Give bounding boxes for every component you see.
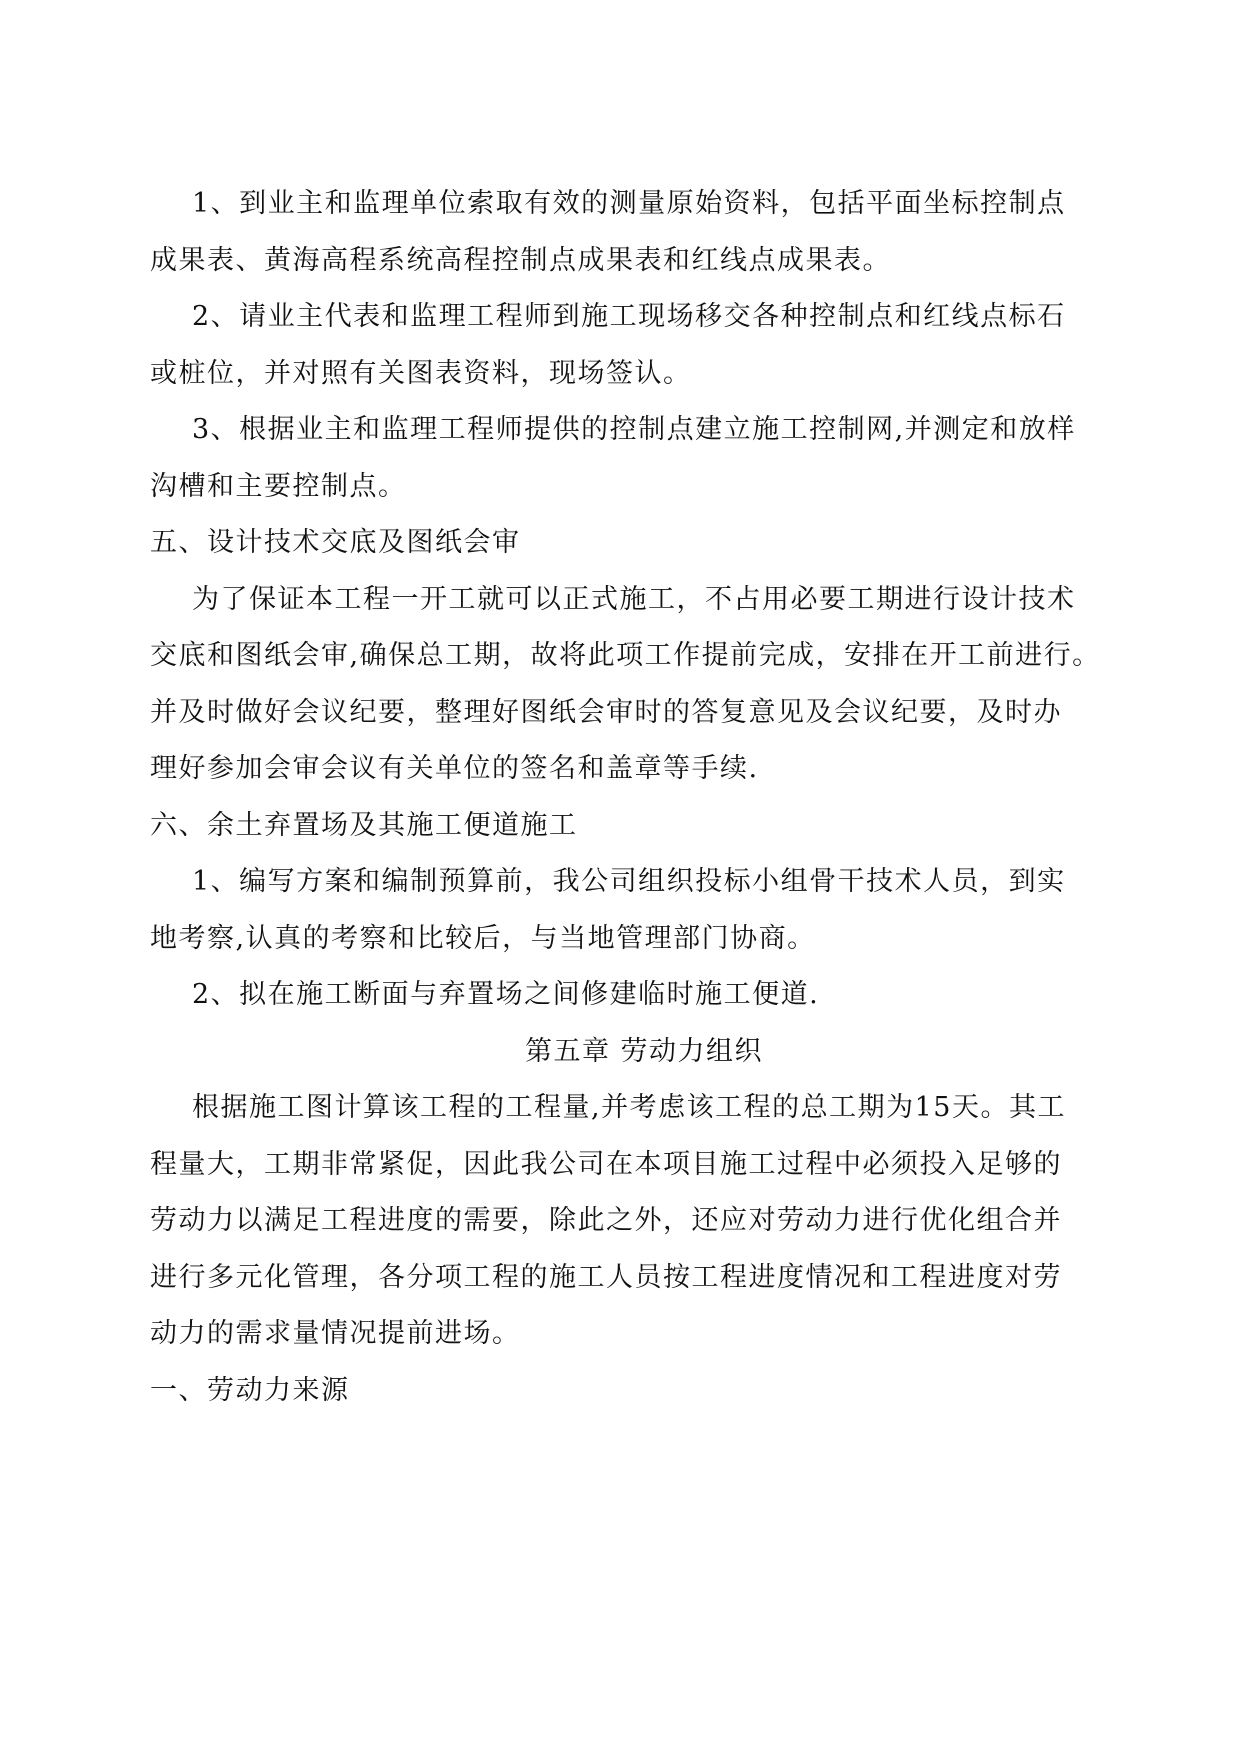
paragraph-line: 成果表、黄海高程系统高程控制点成果表和红线点成果表。 — [150, 244, 891, 276]
paragraph-line: 劳动力以满足工程进度的需要，除此之外，还应对劳动力进行优化组合并 — [150, 1205, 1062, 1236]
chapter-title: 第五章 劳动力组织 — [524, 1035, 764, 1067]
paragraph-line: 动力的需求量情况提前进场。 — [150, 1318, 521, 1349]
paragraph-line: 1、编写方案和编制预算前，我公司组织投标小组骨干技术人员，到实 — [192, 866, 1066, 897]
paragraph-line: 地考察,认真的考察和比较后，与当地管理部门协商。 — [150, 922, 816, 954]
paragraph-line: 进行多元化管理，各分项工程的施工人员按工程进度情况和工程进度对劳 — [150, 1261, 1062, 1293]
paragraph-line: 2、请业主代表和监理工程师到施工现场移交各种控制点和红线点标石 — [192, 301, 1066, 332]
section-heading: 六、余土弃置场及其施工便道施工 — [150, 809, 578, 841]
document-body — [150, 176, 1101, 1419]
paragraph-line: 根据施工图计算该工程的工程量,并考虑该工程的总工期为15天。其工 — [192, 1092, 1066, 1123]
paragraph-line: 2、拟在施工断面与弃置场之间修建临时施工便道. — [192, 979, 820, 1010]
paragraph-line: 理好参加会审会议有关单位的签名和盖章等手续. — [150, 753, 759, 784]
paragraph-line: 或桩位，并对照有关图表资料，现场签认。 — [150, 357, 692, 389]
paragraph-line: 3、根据业主和监理工程师提供的控制点建立施工控制网,并测定和放样 — [192, 414, 1076, 445]
section-heading: 一、劳动力来源 — [150, 1374, 350, 1406]
paragraph-line: 为了保证本工程一开工就可以正式施工，不占用必要工期进行设计技术 — [192, 583, 1076, 615]
paragraph-line: 程量大，工期非常紧促，因此我公司在本项目施工过程中必须投入足够的 — [150, 1148, 1062, 1180]
paragraph-line: 并及时做好会议纪要，整理好图纸会审时的答复意见及会议纪要，及时办 — [150, 696, 1062, 728]
paragraph-line: 交底和图纸会审,确保总工期，故将此项工作提前完成，安排在开工前进行。 — [150, 640, 1101, 671]
paragraph-line: 沟槽和主要控制点。 — [150, 470, 407, 502]
paragraph-line: 1、到业主和监理单位索取有效的测量原始资料，包括平面坐标控制点 — [192, 188, 1066, 219]
section-heading: 五、设计技术交底及图纸会审 — [150, 527, 521, 558]
